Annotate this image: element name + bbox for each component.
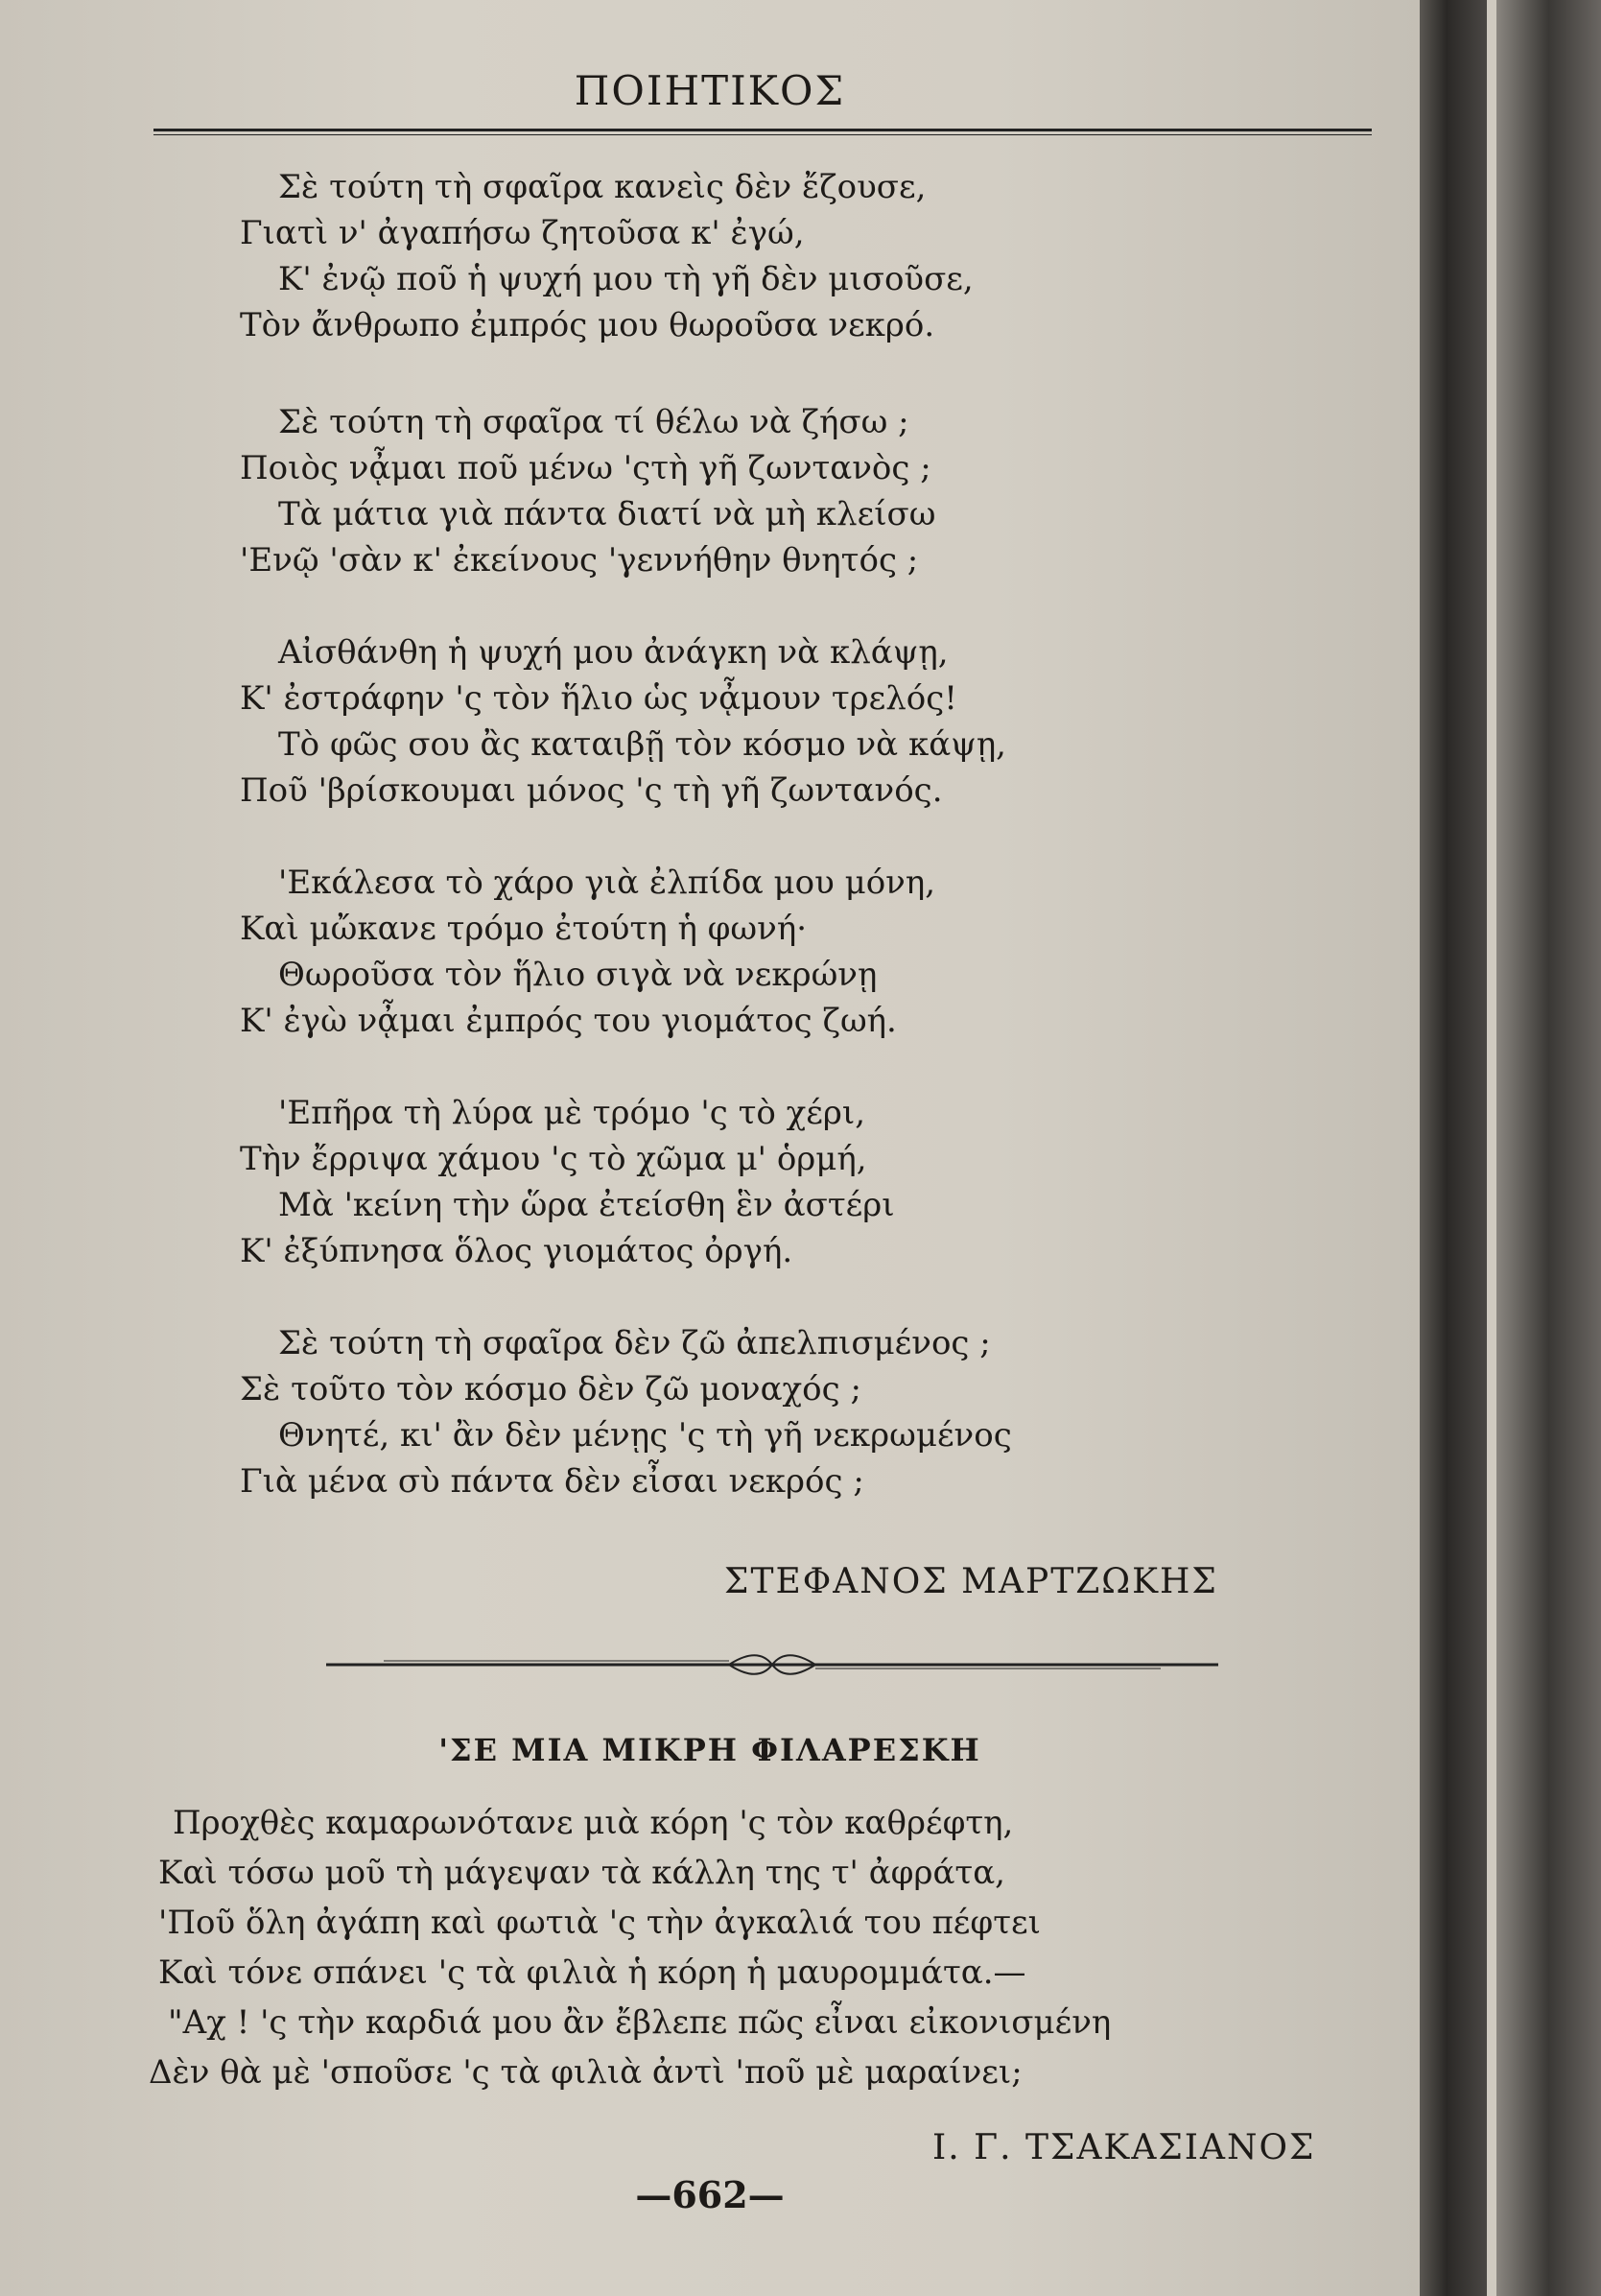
poem-line: Αἰσθάνθη ἡ ψυχή μου ἀνάγκη νὰ κλάψῃ,	[278, 633, 949, 672]
poem-line: Καὶ τόνε σπάνει 'ς τὰ φιλιὰ ἡ κόρη ἡ μαυρομμάτα.—	[158, 1953, 1026, 1992]
poem-line: Καὶ μὤκανε τρόμο ἐτούτη ἡ φωνή·	[240, 910, 807, 948]
page-number: —662—	[635, 2173, 785, 2216]
ornamental-divider	[326, 1650, 1218, 1679]
poem-line: Καὶ τόσω μοῦ τὴ μάγεψαν τὰ κάλλη της τ' ἀφράτα,	[158, 1854, 1005, 1892]
poem-line: Ποῦ 'βρίσκουμαι μόνος 'ς τὴ γῆ ζωντανός.	[240, 771, 943, 810]
poem-line: Σὲ τούτη τὴ σφαῖρα τί θέλω νὰ ζήσω ;	[278, 403, 909, 441]
book-binding	[1420, 0, 1487, 2296]
poem-line: Προχθὲς καμαρωνότανε μιὰ κόρη 'ς τὸν καθρέφτη,	[173, 1804, 1014, 1842]
poem-line: Κ' ἐστράφην 'ς τὸν ἥλιο ὡς νᾆμουν τρελός!	[240, 679, 957, 718]
poem-line: 'Ενῷ 'σὰν κ' ἐκείνους 'γεννήθην θνητός ;	[240, 541, 919, 580]
poem-line: Γιατὶ ν' ἀγαπήσω ζητοῦσα κ' ἐγώ,	[240, 214, 805, 252]
poem-line: Τὴν ἔρριψα χάμου 'ς τὸ χῶμα μ' ὁρμή,	[240, 1140, 867, 1178]
poem-line: Κ' ἐνῷ ποῦ ἡ ψυχή μου τὴ γῆ δὲν μισοῦσε,	[278, 260, 974, 298]
author-tsakasianos: Ι. Γ. ΤΣΑΚΑΣΙΑΝΟΣ	[932, 2128, 1316, 2167]
poem-line: "Αχ ! 'ς τὴν καρδιά μου ἂν ἔβλεπε πῶς εἶναι εἰκονισμένη	[168, 2003, 1112, 2042]
poem-line: 'Ποῦ ὅλη ἀγάπη καὶ φωτιὰ 'ς τὴν ἀγκαλιά του πέφτει	[158, 1904, 1041, 1942]
running-header: ΠΟΙΗΤΙΚΟΣ	[574, 67, 846, 114]
header-rule	[153, 129, 1372, 135]
poem-title-filareski: 'ΣΕ ΜΙΑ ΜΙΚΡΗ ΦΙΛΑΡΕΣΚΗ	[438, 1732, 981, 1768]
poem-line: Σὲ τούτη τὴ σφαῖρα δὲν ζῶ ἀπελπισμένος ;	[278, 1324, 991, 1362]
poem-line: Μὰ 'κείνη τὴν ὥρα ἐτείσθη ἓν ἀστέρι	[278, 1186, 895, 1224]
author-martzokis: ΣΤΕΦΑΝΟΣ ΜΑΡΤΖΩΚΗΣ	[724, 1562, 1218, 1601]
poem-line: 'Επῆρα τὴ λύρα μὲ τρόμο 'ς τὸ χέρι,	[278, 1094, 866, 1132]
poem-line: Γιὰ μένα σὺ πάντα δὲν εἶσαι νεκρός ;	[240, 1462, 864, 1501]
poem-line: Σὲ τούτη τὴ σφαῖρα κανεὶς δὲν ἔζουσε,	[278, 168, 927, 206]
poem-line: Ποιὸς νᾆμαι ποῦ μένω 'ςτὴ γῆ ζωντανὸς ;	[240, 449, 931, 487]
book-edge	[1496, 0, 1601, 2296]
poem-line: Κ' ἐγὼ νᾆμαι ἐμπρός του γιομάτος ζωή.	[240, 1002, 897, 1040]
poem-line: Θνητέ, κι' ἂν δὲν μένῃς 'ς τὴ γῆ νεκρωμένος	[278, 1416, 1012, 1455]
poem-line: Τὸν ἄνθρωπο ἐμπρός μου θωροῦσα νεκρό.	[240, 306, 935, 344]
poem-line: Θωροῦσα τὸν ἥλιο σιγὰ νὰ νεκρώνῃ	[278, 956, 878, 994]
poem-line: Τὰ μάτια γιὰ πάντα διατί νὰ μὴ κλείσω	[278, 495, 936, 533]
poem-line: 'Εκάλεσα τὸ χάρο γιὰ ἐλπίδα μου μόνη,	[278, 864, 936, 902]
poem-line: Τὸ φῶς σου ἂς καταιβῇ τὸν κόσμο νὰ κάψῃ,	[278, 725, 1006, 764]
poem-line: Σὲ τοῦτο τὸν κόσμο δὲν ζῶ μοναχός ;	[240, 1370, 861, 1408]
poem-line: Δὲν θὰ μὲ 'σποῦσε 'ς τὰ φιλιὰ ἀντὶ 'ποῦ μὲ μαραίνει;	[149, 2053, 1023, 2092]
poem-line: Κ' ἐξύπνησα ὅλος γιομάτος ὀργή.	[240, 1232, 793, 1270]
